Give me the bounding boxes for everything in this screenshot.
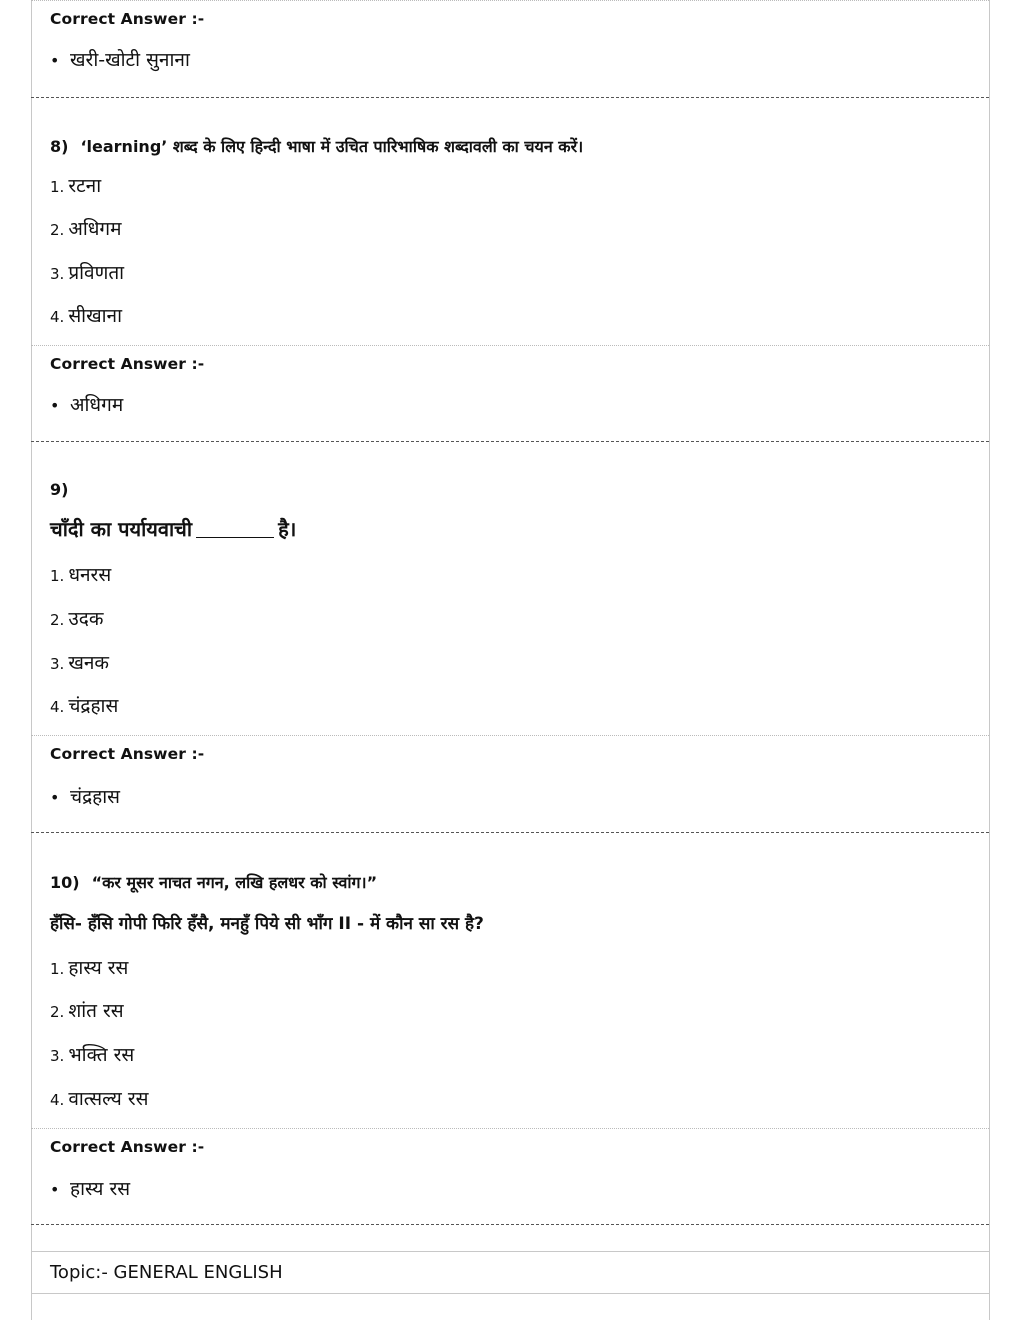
option-number: 1. — [50, 960, 65, 978]
question-separator — [31, 1224, 989, 1225]
option-number: 1. — [50, 567, 65, 585]
option — [50, 172, 101, 198]
blank-line — [196, 536, 274, 538]
bullet-icon: • — [50, 788, 60, 807]
option-text: धनरस — [68, 564, 112, 586]
top-divider — [31, 0, 989, 1]
question-text: ‘learning’ शब्द के लिए हिन्दी भाषा में उचित पारिभाषिक शब्दावली का चयन करें। — [80, 137, 584, 156]
option-number: 2. — [50, 221, 65, 239]
question-9 — [50, 515, 296, 542]
option — [50, 259, 124, 285]
question-text-end: है। — [278, 517, 297, 541]
option-text: उदक — [68, 608, 104, 630]
correct-answer-text: चंद्रहास — [70, 786, 121, 808]
option-text: चंद्रहास — [68, 695, 119, 717]
option-number: 3. — [50, 1047, 65, 1065]
option — [50, 692, 118, 718]
question-8 — [50, 135, 583, 157]
option — [50, 1085, 148, 1111]
question-10-line2: हँसि- हँसि गोपी फिरि हँसै, मनहुँ पिये सी भाँग II - में कौन सा रस है? — [50, 914, 484, 934]
option — [50, 649, 109, 675]
question-text: चाँदी का पर्यायवाची — [50, 517, 193, 541]
topic-header — [31, 1251, 989, 1294]
correct-answer — [50, 391, 123, 417]
option-number: 1. — [50, 178, 65, 196]
answer-divider — [31, 345, 989, 346]
option — [50, 561, 111, 587]
option-number: 4. — [50, 1091, 65, 1109]
question-number: 8) — [50, 137, 69, 156]
correct-answer-label: Correct Answer :- — [50, 355, 205, 373]
option — [50, 954, 128, 980]
bullet-icon: • — [50, 1180, 60, 1199]
option — [50, 215, 122, 241]
question-number: 10) — [50, 873, 80, 892]
correct-answer — [50, 1175, 130, 1201]
option-number: 2. — [50, 611, 65, 629]
option-text: रटना — [68, 175, 102, 197]
correct-answer-text: खरी-खोटी सुनाना — [70, 49, 190, 71]
option-number: 3. — [50, 655, 65, 673]
correct-answer — [50, 46, 190, 72]
correct-answer-label: Correct Answer :- — [50, 1138, 205, 1156]
option-number: 4. — [50, 698, 65, 716]
correct-answer-label: Correct Answer :- — [50, 745, 205, 763]
option-text: वात्सल्य रस — [68, 1088, 149, 1110]
correct-answer — [50, 783, 120, 809]
correct-answer-text: अधिगम — [70, 394, 124, 416]
page-frame — [31, 0, 990, 1320]
option-text: प्रविणता — [68, 262, 125, 284]
question-separator — [31, 832, 989, 833]
option — [50, 1041, 134, 1067]
option — [50, 997, 124, 1023]
option-number: 4. — [50, 308, 65, 326]
option-text: अधिगम — [68, 218, 122, 240]
question-9-number: 9) — [50, 480, 69, 499]
option-text: शांत रस — [68, 1000, 124, 1022]
answer-divider — [31, 1128, 989, 1129]
answer-divider — [31, 735, 989, 736]
bullet-icon: • — [50, 51, 60, 70]
option-number: 3. — [50, 265, 65, 283]
question-text: “कर मूसर नाचत नगन, लखि हलधर को स्वांग।” — [91, 873, 378, 892]
option — [50, 302, 122, 328]
correct-answer-label: Correct Answer :- — [50, 10, 205, 28]
option-number: 2. — [50, 1003, 65, 1021]
option-text: भक्ति रस — [68, 1044, 135, 1066]
option-text: सीखाना — [68, 305, 123, 327]
question-separator — [31, 441, 989, 442]
question-separator — [31, 97, 989, 98]
option-text: खनक — [68, 652, 109, 674]
correct-answer-text: हास्य रस — [70, 1178, 131, 1200]
option — [50, 605, 103, 631]
bullet-icon: • — [50, 396, 60, 415]
option-text: हास्य रस — [68, 957, 129, 979]
topic-label: Topic:- GENERAL ENGLISH — [50, 1262, 283, 1283]
question-10 — [50, 871, 377, 893]
